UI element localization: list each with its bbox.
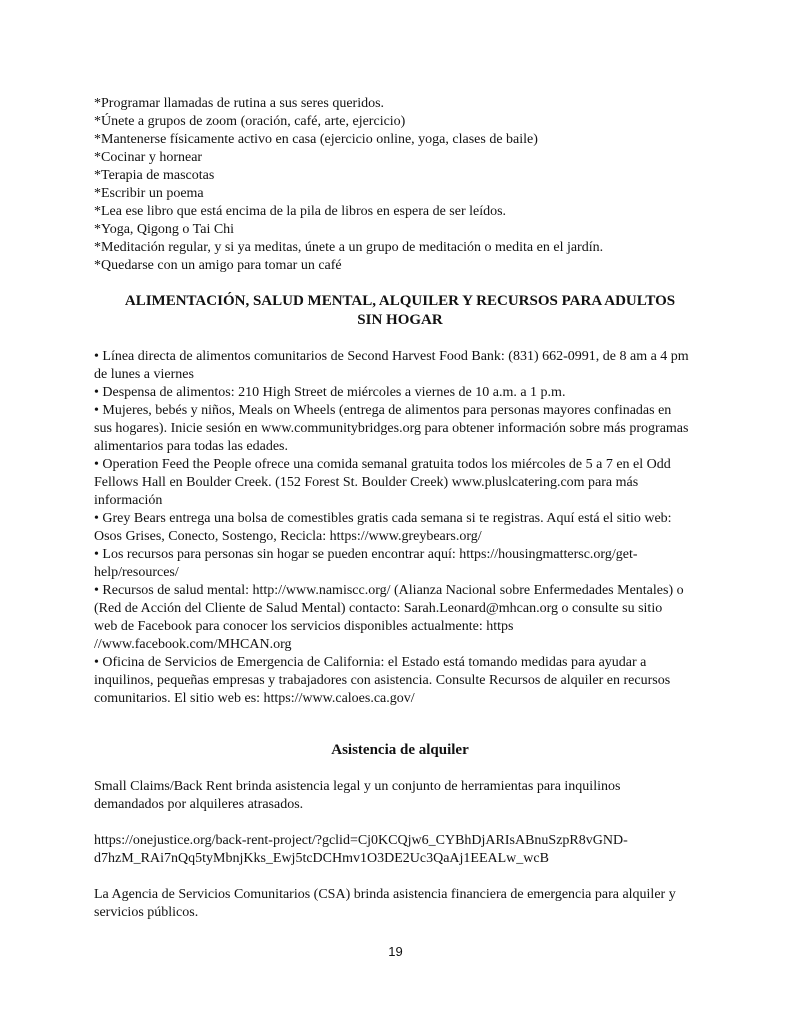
resource-item-emergency-services: [94, 654, 706, 708]
page-number: 19: [388, 944, 403, 959]
resource-line: alimentarios para todas las edades.: [94, 439, 288, 454]
activities-list: [94, 95, 706, 275]
paragraph-line: servicios públicos.: [94, 905, 199, 920]
paragraph-line: demandados por alquileres atrasados.: [94, 797, 304, 812]
resource-line: • Despensa de alimentos: 210 High Street de miércoles a viernes de 10 a.m. a 1 p.m.: [94, 385, 566, 400]
resource-line: • Recursos de salud mental: http://www.namiscc.org/ (Alianza Nacional sobre Enfermedades Mentales) o: [94, 583, 684, 598]
resource-line: • Los recursos para personas sin hogar se pueden encontrar aquí: https://housingmattersc.org/get-: [94, 547, 638, 562]
activity-item: *Escribir un poema: [94, 186, 204, 201]
resources-heading: [94, 292, 706, 330]
activity-item: *Yoga, Qigong o Tai Chi: [94, 222, 235, 237]
resource-item-grey-bears: [94, 510, 706, 546]
resources-heading-line: ALIMENTACIÓN, SALUD MENTAL, ALQUILER Y RECURSOS PARA ADULTOS: [124, 293, 676, 309]
paragraph-gap: [94, 868, 706, 886]
activity-item: *Cocinar y hornear: [94, 150, 203, 165]
rent-assistance-heading: Asistencia de alquiler: [331, 742, 469, 758]
resource-line: información: [94, 493, 163, 508]
rent-assistance-section: [94, 778, 706, 922]
resource-line: • Oficina de Servicios de Emergencia de California: el Estado está tomando medidas para ayudar a: [94, 655, 647, 670]
resource-line: comunitarios. El sitio web es: https://www.caloes.ca.gov/: [94, 691, 415, 706]
activity-item: *Únete a grupos de zoom (oración, café, arte, ejercicio): [94, 114, 406, 129]
rent-paragraph-url: [94, 832, 706, 868]
resource-item-homeless: [94, 546, 706, 582]
activity-item: *Terapia de mascotas: [94, 168, 215, 183]
resource-line: sus hogares). Inicie sesión en www.communitybridges.org para obtener información sobre más programas: [94, 421, 689, 436]
resource-item-meals-on-wheels: [94, 402, 706, 456]
resources-list: [94, 348, 706, 708]
resource-line: //www.facebook.com/MHCAN.org: [94, 637, 292, 652]
paragraph-line: La Agencia de Servicios Comunitarios (CSA) brinda asistencia financiera de emergencia para alquiler y: [94, 887, 676, 902]
resource-item-pantry: [94, 384, 706, 402]
resource-line: Fellows Hall en Boulder Creek. (152 Forest St. Boulder Creek) www.pluslcatering.com para más: [94, 475, 639, 490]
resource-item-operation-feed: [94, 456, 706, 510]
activity-item: *Quedarse con un amigo para tomar un café: [94, 258, 342, 273]
resource-line: Osos Grises, Conecto, Sostengo, Recicla: https://www.greybears.org/: [94, 529, 482, 544]
resource-item-mental-health: [94, 582, 706, 654]
resource-line: • Grey Bears entrega una bolsa de comestibles gratis cada semana si te registras. Aquí está el sitio web:: [94, 511, 672, 526]
resource-line: de lunes a viernes: [94, 367, 194, 382]
resource-line: web de Facebook para conocer los servicios disponibles actualmente: https: [94, 619, 514, 634]
resource-line: inquilinos, pequeñas empresas y trabajadores con asistencia. Consulte Recursos de alquiler en recursos: [94, 673, 671, 688]
resources-heading-line: SIN HOGAR: [357, 312, 443, 328]
resource-line: (Red de Acción del Cliente de Salud Mental) contacto: Sarah.Leonard@mhcan.org o consulte su sitio: [94, 601, 663, 616]
resource-line: help/resources/: [94, 565, 179, 580]
activity-item: *Meditación regular, y si ya meditas, únete a un grupo de meditación o medita en el jardín.: [94, 240, 604, 255]
resource-item-food-bank: [94, 348, 706, 384]
paragraph-gap: [94, 814, 706, 832]
paragraph-line: Small Claims/Back Rent brinda asistencia legal y un conjunto de herramientas para inquilinos: [94, 779, 621, 794]
paragraph-line: d7hzM_RAi7nQq5tyMbnjKks_Ewj5tcDCHmv1O3DE2Uc3QaAj1EEALw_wcB: [94, 851, 549, 866]
rent-paragraph-csa: [94, 886, 706, 922]
resource-line: • Mujeres, bebés y niños, Meals on Wheels (entrega de alimentos para personas mayores confinadas en: [94, 403, 672, 418]
resource-line: • Operation Feed the People ofrece una comida semanal gratuita todos los miércoles de 5 a 7 en el Odd: [94, 457, 671, 472]
activity-item: *Lea ese libro que está encima de la pila de libros en espera de ser leídos.: [94, 204, 507, 219]
activity-item: *Mantenerse físicamente activo en casa (ejercicio online, yoga, clases de baile): [94, 132, 538, 147]
paragraph-line: https://onejustice.org/back-rent-project/?gclid=Cj0KCQjw6_CYBhDjARIsABnuSzpR8vGND-: [94, 833, 628, 848]
activity-item: *Programar llamadas de rutina a sus seres queridos.: [94, 96, 385, 111]
document-page: [94, 95, 706, 922]
rent-paragraph-small-claims: [94, 778, 706, 814]
resource-line: • Línea directa de alimentos comunitarios de Second Harvest Food Bank: (831) 662-0991, de 8 am a 4 pm: [94, 349, 689, 364]
